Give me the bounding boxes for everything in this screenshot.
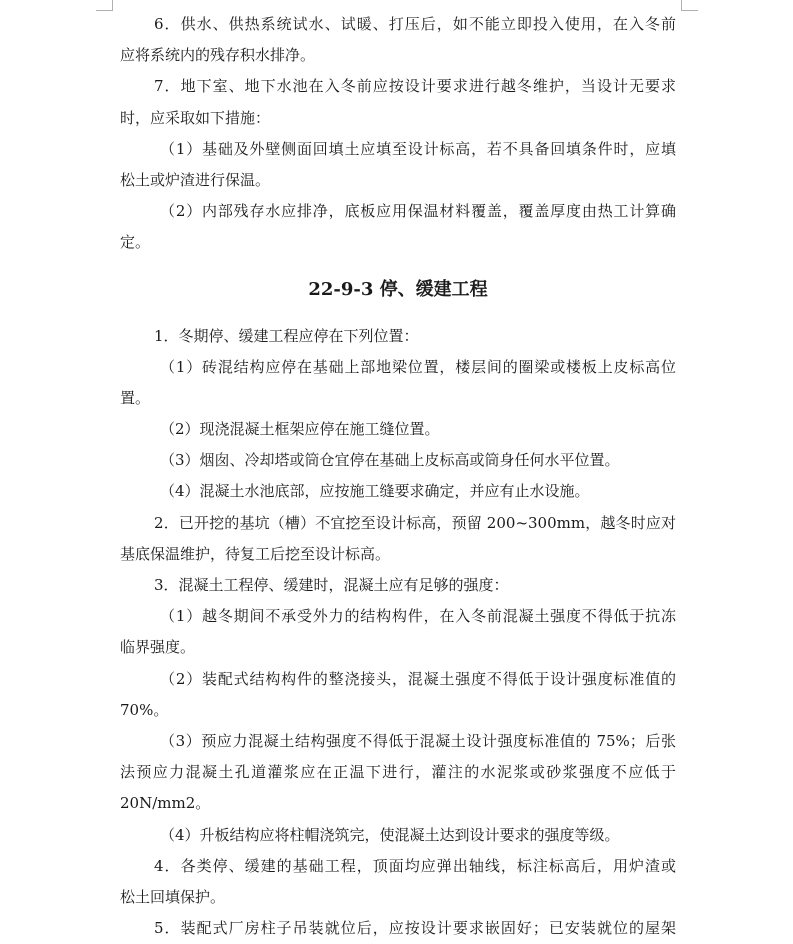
paragraph-line: （1）越冬期间不承受外力的结构构件，在入冬前混凝土强度不得低于抗冻 xyxy=(160,607,676,626)
paragraph-line: （1）砖混结构应停在基础上部地梁位置，楼层间的圈梁或楼板上皮标高位 xyxy=(160,357,676,376)
paragraph-line: 法预应力混凝土孔道灌浆应在正温下进行，灌注的水泥浆或砂浆强度不应低于 xyxy=(120,763,676,782)
paragraph-line: （2）内部残存水应排净，底板应用保温材料覆盖，覆盖厚度由热工计算确 xyxy=(160,202,676,221)
paragraph-line: 7．地下室、地下水池在入冬前应按设计要求进行越冬维护，当设计无要求 xyxy=(154,77,676,96)
paragraph-line: 置。 xyxy=(120,388,151,407)
paragraph-line: （4）混凝土水池底部，应按施工缝要求确定，并应有止水设施。 xyxy=(160,482,590,501)
paragraph-line: 6．供水、供热系统试水、试暖、打压后，如不能立即投入使用，在入冬前 xyxy=(154,15,676,33)
paragraph-line: （4）升板结构应将柱帽浇筑完，使混凝土达到设计要求的强度等级。 xyxy=(160,825,620,844)
paragraph-line: 松土或炉渣进行保温。 xyxy=(120,170,271,189)
document-body xyxy=(120,9,676,944)
crop-mark-right xyxy=(681,0,698,11)
paragraph-line: 70%。 xyxy=(120,700,169,719)
crop-mark-left xyxy=(96,0,113,11)
paragraph-line: 定。 xyxy=(120,233,151,252)
paragraph-line: 1．冬期停、缓建工程应停在下列位置： xyxy=(154,326,419,345)
paragraph-line: （2）现浇混凝土框架应停在施工缝位置。 xyxy=(160,420,440,439)
paragraph-line: 时，应采取如下措施： xyxy=(120,108,271,127)
paragraph-line: 20N/mm2。 xyxy=(120,794,211,813)
paragraph-line: 3．混凝土工程停、缓建时，混凝土应有足够的强度： xyxy=(154,576,509,594)
paragraph-line: （3）烟囱、冷却塔或筒仓宜停在基础上皮标高或筒身任何水平位置。 xyxy=(160,451,620,470)
paragraph-line: （3）预应力混凝土结构强度不得低于混凝土设计强度标准值的 75%；后张 xyxy=(160,731,676,750)
paragraph-line: 基底保温维护，待复工后挖至设计标高。 xyxy=(120,544,391,563)
paragraph-line: 4．各类停、缓建的基础工程，顶面均应弹出轴线，标注标高后，用炉渣或 xyxy=(154,856,676,875)
paragraph-line: 5．装配式厂房柱子吊装就位后，应按设计要求嵌固好；已安装就位的屋架 xyxy=(154,919,676,938)
paragraph-line: 应将系统内的残存积水排净。 xyxy=(120,46,316,65)
section-heading: 22-9-3 停、缓建工程 xyxy=(308,278,488,300)
paragraph-line: 松土回填保护。 xyxy=(120,887,226,906)
paragraph-line: （2）装配式结构构件的整浇接头，混凝土强度不得低于设计强度标准值的 xyxy=(160,669,676,688)
paragraph-line: （1）基础及外壁侧面回填土应填至设计标高，若不具备回填条件时，应填 xyxy=(160,139,676,158)
paragraph-line: 2．已开挖的基坑（槽）不宜挖至设计标高，预留 200~300mm，越冬时应对 xyxy=(154,513,676,532)
paragraph-line: 临界强度。 xyxy=(120,638,196,657)
